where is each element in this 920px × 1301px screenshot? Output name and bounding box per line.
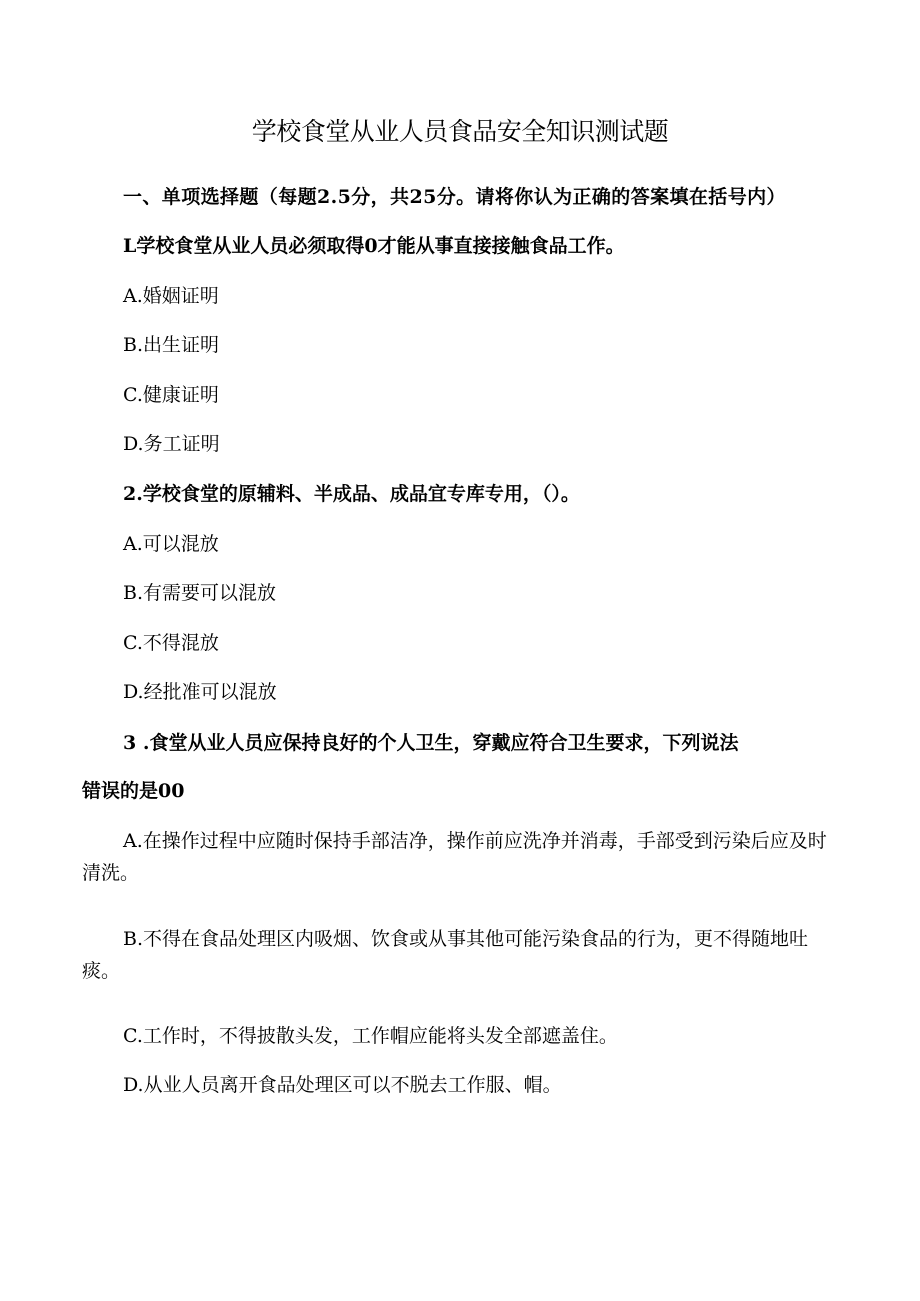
question-1-option-a: A.婚姻证明: [123, 285, 219, 307]
question-1-stem: L学校食堂从业人员必须取得0才能从事直接接触食品工作。: [123, 235, 625, 257]
section-heading: 一、单项选择题（每题2.5分，共25分。请将你认为正确的答案填在括号内）: [123, 186, 786, 208]
question-1-option-c: C.健康证明: [123, 384, 219, 406]
question-2-stem: 2.学校食堂的原辅料、半成品、成品宜专库专用，（）。: [123, 483, 580, 505]
question-2-option-b: B.有需要可以混放: [123, 582, 277, 604]
question-3-option-b: B.不得在食品处理区内吸烟、饮食或从事其他可能污染食品的行为，更不得随地吐痰。: [82, 928, 809, 982]
question-2-option-c: C.不得混放: [123, 632, 219, 654]
question-3-stem-line2: 错误的是00: [82, 780, 185, 802]
document-title: 学校食堂从业人员食品安全知识测试题: [251, 117, 669, 146]
question-2-option-d: D.经批准可以混放: [123, 681, 277, 703]
question-2-option-a: A.可以混放: [123, 533, 219, 555]
question-3-option-c: C.工作时，不得披散头发，工作帽应能将头发全部遮盖住。: [123, 1025, 618, 1047]
question-1-option-b: B.出生证明: [123, 334, 220, 356]
question-3-option-a: A.在操作过程中应随时保持手部洁净，操作前应洗净并消毒，手部受到污染后应及时清洗。: [82, 830, 827, 884]
question-3-option-d: D.从业人员离开食品处理区可以不脱去工作服、帽。: [123, 1074, 562, 1096]
question-3-stem-line1: 3 .食堂从业人员应保持良好的个人卫生，穿戴应符合卫生要求，下列说法: [123, 732, 739, 754]
question-1-option-d: D.务工证明: [123, 433, 220, 455]
